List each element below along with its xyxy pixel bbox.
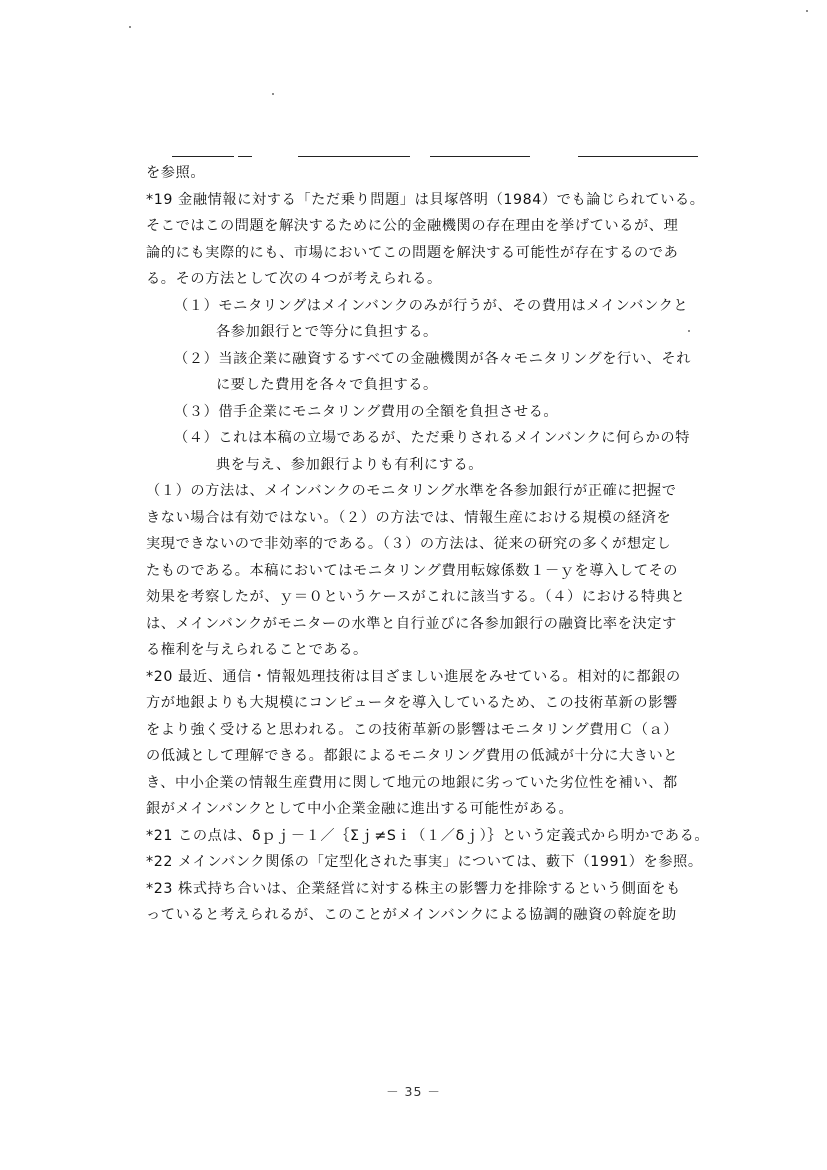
footnote-23-line: *23 株式持ち合いは、企業経営に対する株主の影響力を排除するという側面をも [146, 880, 681, 897]
text-line: き、中小企業の情報生産費用に関して地元の地銀に劣っていた劣位性を補い、都 [146, 774, 678, 791]
separator-rule [172, 156, 234, 157]
text-line: っていると考えられるが、このことがメインバンクによる協調的融資の斡旋を助 [146, 907, 677, 923]
text-line: る。その方法として次の４つが考えられる。 [146, 271, 442, 287]
separator-rule [430, 156, 530, 157]
text-line: 銀がメインバンクとして中小企業金融に進出する可能性がある。 [146, 801, 574, 817]
separator-rule [238, 156, 252, 157]
list-item-1: （１）モニタリングはメインバンクのみが行うが、その費用はメインバンクと [174, 297, 689, 314]
text-line: 論的にも実際的にも、市場においてこの問題を解決する可能性が存在するのであ [146, 244, 679, 261]
list-item-4: （４）これは本稿の立場であるが、ただ乗りされるメインバンクに何らかの特 [174, 430, 691, 446]
text-line: 実現できないので非効率的である。（３）の方法は、従来の研究の多くが想定し [146, 536, 672, 552]
text-line: たものである。本稿においてはモニタリング費用転嫁係数１－ｙを導入してその [146, 562, 679, 579]
list-item-2-cont: に要した費用を各々で負担する。 [216, 377, 438, 393]
scan-speck [272, 93, 274, 95]
list-item-4-cont: 典を与え、参加銀行よりも有利にする。 [216, 456, 484, 473]
text-line: を参照。 [146, 165, 206, 181]
text-line: は、メインバンクがモニターの水準と自行並びに各参加銀行の融資比率を決定す [146, 615, 677, 632]
separator-rule [578, 156, 698, 157]
text-line: る権利を与えられることである。 [146, 642, 368, 658]
text-line: をより強く受けると思われる。この技術革新の影響はモニタリング費用Ｃ（ａ） [146, 721, 679, 738]
text-line: きない場合は有効ではない。（２）の方法では、情報生産における規模の経済を [146, 509, 672, 526]
footnote-body [146, 160, 716, 929]
list-item-2: （２）当該企業に融資するすべての金融機関が各々モニタリングを行い、それ [174, 350, 691, 367]
scan-speck [129, 26, 131, 28]
text-line: （１）の方法は、メインバンクのモニタリング水準を各参加銀行が正確に把握で [146, 483, 677, 499]
page-number: － 35 － [386, 1084, 441, 1099]
separator-rule [298, 156, 410, 157]
footnote-19-line: *19 金融情報に対する「ただ乗り問題」は貝塚啓明（1984）でも論じられている。 [146, 191, 705, 208]
text-line: そこではこの問題を解決するために公的金融機関の存在理由を挙げているが、理 [146, 218, 679, 234]
scan-speck [806, 10, 808, 12]
text-line: 効果を考察したが、ｙ＝０というケースがこれに該当する。（４）における特典と [146, 589, 686, 605]
list-item-3: （３）借手企業にモニタリング費用の全額を負担させる。 [174, 403, 559, 420]
text-line: の低減として理解できる。都銀によるモニタリング費用の低減が十分に大きいと [146, 748, 679, 764]
footnote-22-line: *22 メインバンク関係の「定型化された事実」については、藪下（1991）を参照。 [146, 854, 703, 870]
list-item-1-cont: 各参加銀行とで等分に負担する。 [216, 324, 438, 340]
footnote-21-line: *21 この点は、δｐｊ－１／｛Σｊ≠Sｉ（１／δｊ）｝という定義式から明かである。 [146, 827, 710, 844]
footnote-20-line: *20 最近、通信・情報処理技術は目ざましい進展をみせている。相対的に都銀の [146, 668, 681, 685]
text-line: 方が地銀よりも大規模にコンピュータを導入しているため、この技術革新の影響 [146, 695, 678, 711]
